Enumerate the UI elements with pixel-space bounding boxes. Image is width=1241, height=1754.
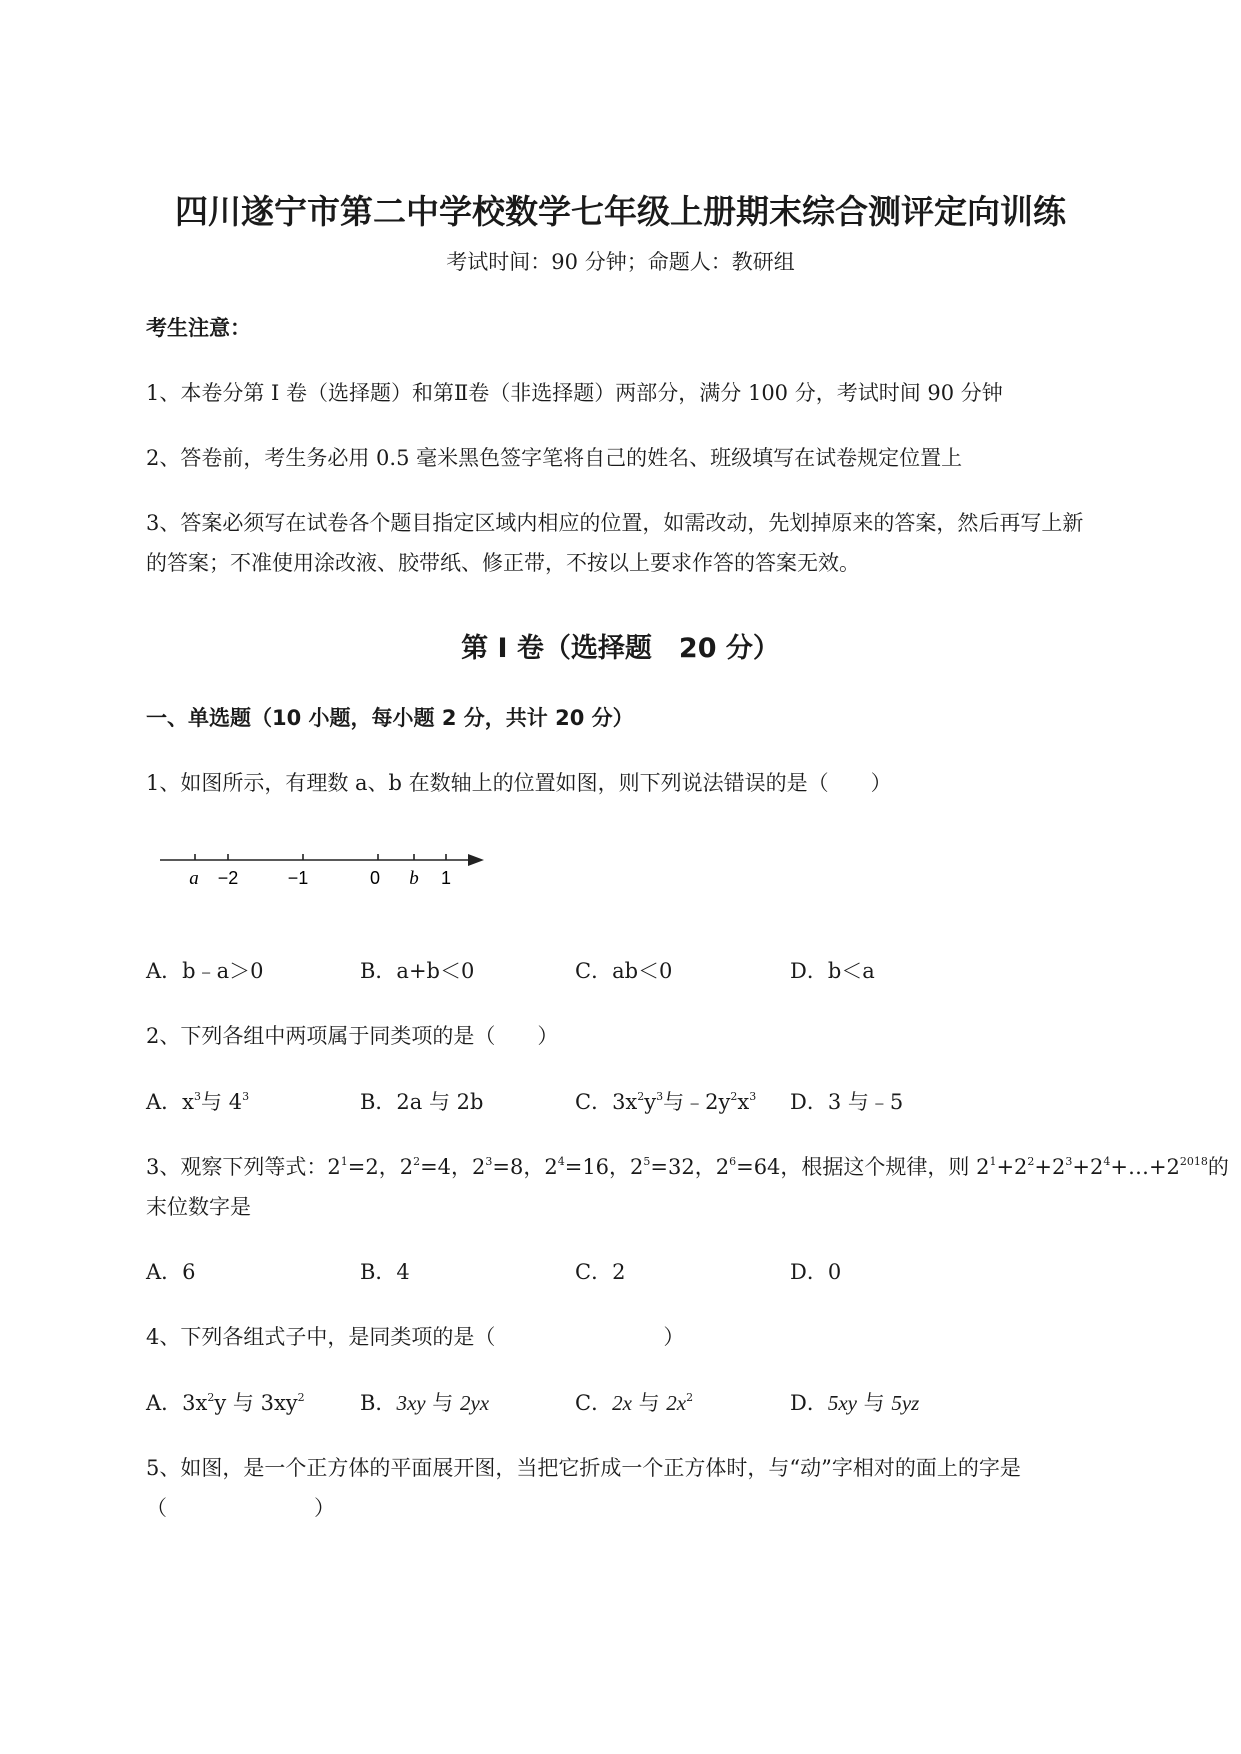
exam-info: 考试时间：90 分钟；命题人：教研组 xyxy=(446,250,795,274)
question-3-stem: 3、观察下列等式：$2^1=2$，$2^2=4$，$2^3=8$，$2^4=16$，$2^5=32$，$2^6=64$，根据这个规律，则 $2^1+2^2+2^3+2^4+\dots+2^{2018}$的 xyxy=(146,1155,1229,1179)
axis-label-0: 0 xyxy=(369,868,381,888)
q3-option-c: C．2 xyxy=(575,1260,626,1284)
q1-option-a: A．b﹣a＞0 xyxy=(146,959,264,983)
question-5-stem-cont: （ ） xyxy=(146,1496,335,1520)
axis-label-neg2: −2 xyxy=(217,868,239,888)
section-title: 第 I 卷（选择题 20 分） xyxy=(461,633,780,664)
axis-label-a: a xyxy=(189,868,199,889)
q1-option-c: C．ab＜0 xyxy=(575,959,673,983)
q2-option-c: C．$3x^2y^3$与$﹣2y^2x^3$ xyxy=(575,1090,757,1114)
question-2-stem: 2、下列各组中两项属于同类项的是（ ） xyxy=(146,1024,559,1048)
q2-option-b: B．2a 与 2b xyxy=(360,1090,484,1114)
q1-option-d: D．b＜a xyxy=(790,959,875,983)
notice-item-2: 2、答卷前，考生务必用 0.5 毫米黑色签字笔将自己的姓名、班级填写在试卷规定位置上 xyxy=(146,446,963,470)
page-title: 四川遂宁市第二中学校数学七年级上册期末综合测评定向训练 xyxy=(175,192,1066,231)
question-1-stem: 1、如图所示，有理数 a、b 在数轴上的位置如图，则下列说法错误的是（ ） xyxy=(146,771,892,795)
notice-heading: 考生注意： xyxy=(146,316,251,340)
notice-item-3: 3、答案必须写在试卷各个题目指定区域内相应的位置，如需改动，先划掉原来的答案，然后再写上新 xyxy=(146,511,1084,535)
notice-item-1: 1、本卷分第 I 卷（选择题）和第Ⅱ卷（非选择题）两部分，满分 100 分，考试时间 90 分钟 xyxy=(146,381,1003,405)
q3-option-b: B．4 xyxy=(360,1260,410,1284)
question-4-stem: 4、下列各组式子中，是同类项的是（ ） xyxy=(146,1325,685,1349)
axis-label-1: 1 xyxy=(440,868,452,888)
axis-label-neg1: −1 xyxy=(287,868,309,888)
number-line xyxy=(150,840,490,900)
q1-option-b: B．a+b＜0 xyxy=(360,959,475,983)
notice-item-3-cont: 的答案；不准使用涂改液、胶带纸、修正带，不按以上要求作答的答案无效。 xyxy=(146,551,860,575)
q3-option-a: A．6 xyxy=(146,1260,196,1284)
q4-option-c: C．2x 与 $2x^2$ xyxy=(575,1391,694,1415)
q3-option-d: D．0 xyxy=(790,1260,842,1284)
q2-option-a: A．$x^3$与 $4^3$ xyxy=(146,1090,250,1114)
q4-option-a: A．$3x^2y$ 与 $3xy^2$ xyxy=(146,1391,305,1415)
axis-label-b: b xyxy=(409,868,419,889)
part-heading: 一、单选题（10 小题，每小题 2 分，共计 20 分） xyxy=(146,706,634,730)
question-5-stem: 5、如图，是一个正方体的平面展开图，当把它折成一个正方体时，与“动”字相对的面上的字是 xyxy=(146,1456,1021,1480)
q4-option-b: B．3xy 与 2yx xyxy=(360,1391,490,1415)
q2-option-d: D．3 与﹣5 xyxy=(790,1090,904,1114)
q4-option-d: D．5xy 与 5yz xyxy=(790,1391,920,1415)
question-3-stem-cont: 末位数字是 xyxy=(146,1195,251,1219)
